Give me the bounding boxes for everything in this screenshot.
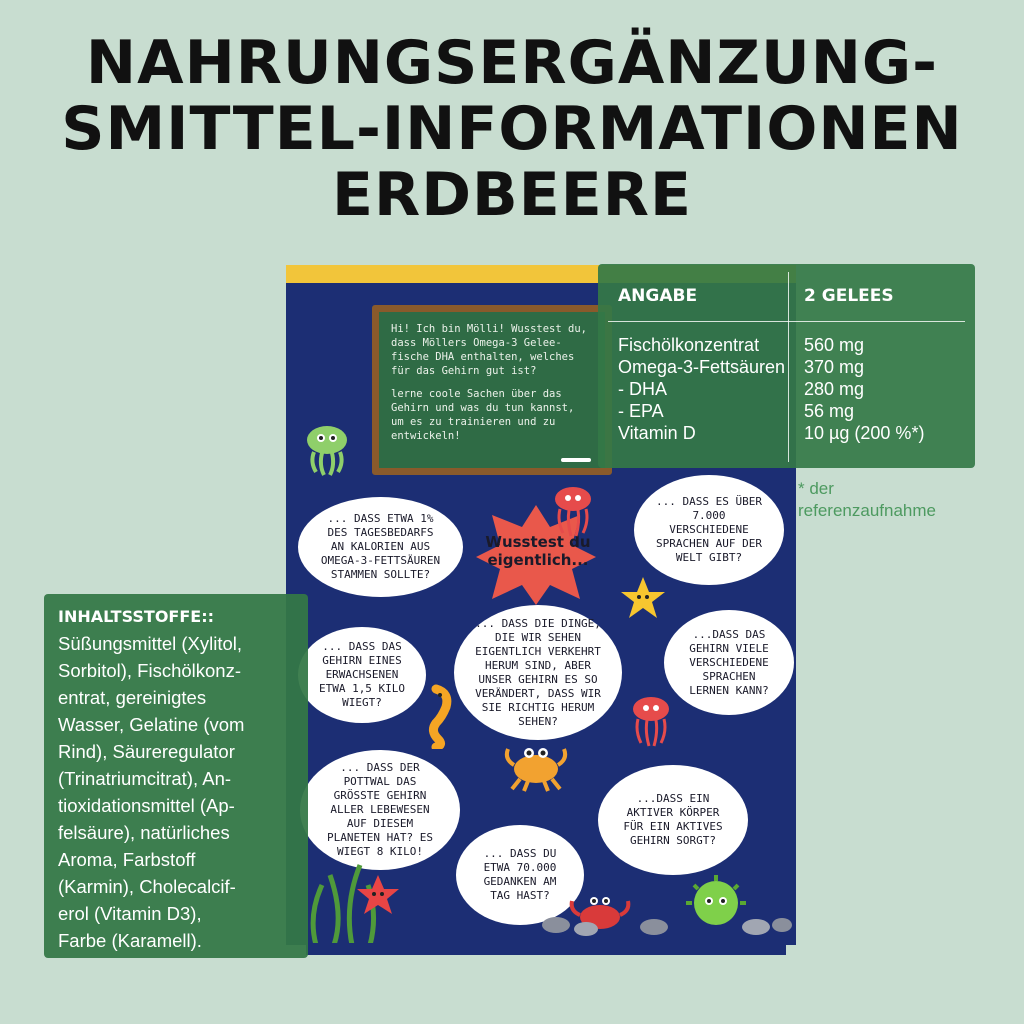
nutrition-value: 280 mg <box>804 379 865 399</box>
nutrition-name: Fischölkonzentrat <box>618 335 760 355</box>
nutrition-row <box>598 356 975 378</box>
starburst-label: Wusstest du eigentlich... <box>485 533 591 569</box>
fact-bubble: ... DASS DU ETWA 70.000 GEDANKEN AM TAG HAST? <box>456 825 584 925</box>
ingredients-line: (Karmin), Cholecalcif- <box>58 876 236 897</box>
ingredients-line: Wasser, Gelatine (vom <box>58 714 245 735</box>
fact-bubble: ...DASS DAS GEHIRN VIELE VERSCHIEDENE SPRACHEN LERNEN KANN? <box>664 610 794 715</box>
box-bottom-flap <box>306 943 786 955</box>
nutrition-row <box>598 334 975 356</box>
chalkboard-paragraph-1: Hi! Ich bin Mölli! Wusstest du, dass Möllers Omega-3 Gelee-fische DHA enthalten, welches für das Gehirn gut ist? <box>391 323 587 377</box>
nutrition-name: - EPA <box>618 401 664 421</box>
crab-orange-icon <box>500 733 572 793</box>
ingredients-panel <box>44 594 308 958</box>
ingredients-title: INHALTSSTOFFE:: <box>58 607 215 626</box>
nutrition-footnote <box>798 478 936 522</box>
jellyfish-red-icon <box>548 483 598 543</box>
jellyfish-green-icon <box>296 420 358 480</box>
jellyfish-red-icon <box>626 693 676 753</box>
nutrition-value: 560 mg <box>804 335 865 355</box>
nutrition-name: - DHA <box>618 379 667 399</box>
chalkboard-paragraph-2: lerne coole Sachen über das Gehirn und was du tun kannst, um es zu trainieren und zu entwickeln! <box>391 388 575 442</box>
fact-bubble: ... DASS ETWA 1% DES TAGESBEDARFS AN KALORIEN AUS OMEGA-3-FETTSÄUREN STAMMEN SOLLTE? <box>298 497 463 597</box>
ingredients-line: Rind), Säureregulator <box>58 741 235 762</box>
nutrition-header-right: 2 GELEES <box>804 286 894 306</box>
nutrition-name: Omega-3-Fettsäuren <box>618 357 786 377</box>
chalkboard <box>372 305 612 475</box>
nutrition-divider-horizontal <box>608 321 965 322</box>
ingredients-line: Sorbitol), Fischölkonz- <box>58 660 242 681</box>
nutrition-row <box>598 378 975 400</box>
nutrition-value: 56 mg <box>804 401 855 421</box>
fact-bubble: ... DASS DER POTTWAL DAS GRÖSSTE GEHIRN ALLER LEBEWESEN AUF DIESEM PLANETEN HAT? ES WIEGT 8 KILO! <box>300 750 460 870</box>
seahorse-icon <box>416 683 456 749</box>
footnote-line-2: referenzaufnahme <box>798 501 936 520</box>
fact-bubble: ... DASS DIE DINGE, DIE WIR SEHEN EIGENTLICH VERKEHRT HERUM SIND, ABER UNSER GEHIRN ES SO VERÄNDERT, DASS WIR SIE RICHTIG HERUM SEHEN? <box>454 605 622 740</box>
ingredients-line: erol (Vitamin D3), <box>58 903 202 924</box>
starfish-yellow-icon <box>620 575 666 621</box>
ingredients-line: Süßungsmittel (Xylitol, <box>58 633 243 654</box>
nutrition-value: 370 mg <box>804 357 865 377</box>
fact-bubble: ... DASS ES ÜBER 7.000 VERSCHIEDENE SPRACHEN AUF DER WELT GIBT? <box>634 475 784 585</box>
nutrition-panel <box>598 264 975 468</box>
nutrition-row <box>598 400 975 422</box>
fact-bubble: ...DASS EIN AKTIVER KÖRPER FÜR EIN AKTIVES GEHIRN SORGT? <box>598 765 748 875</box>
footnote-line-1: * der <box>798 479 834 498</box>
headline-line-2: SMITTEL-INFORMATIONEN <box>61 94 963 164</box>
ingredients-line: Aroma, Farbstoff <box>58 849 196 870</box>
ingredients-line: Farbe (Karamell). <box>58 930 202 951</box>
ingredients-line: tioxidationsmittel (Ap- <box>58 795 235 816</box>
nutrition-header-left: ANGABE <box>618 286 698 306</box>
fact-bubble: ... DASS DAS GEHIRN EINES ERWACHSENEN ETWA 1,5 KILO WIEGT? <box>298 627 426 723</box>
seabed-rocks <box>286 905 796 945</box>
ingredients-text <box>58 630 294 954</box>
nutrition-name: Vitamin D <box>618 423 696 443</box>
ingredients-line: felsäure), natürliches <box>58 822 230 843</box>
headline-line-1: NAHRUNGSERGÄNZUNG- <box>85 28 939 98</box>
nutrition-row <box>598 422 975 444</box>
headline-line-3: ERDBEERE <box>332 160 692 230</box>
page-headline <box>0 30 1024 228</box>
ingredients-line: (Trinatriumcitrat), An- <box>58 768 232 789</box>
nutrition-value: 10 µg (200 %*) <box>804 423 925 443</box>
chalk-stick <box>561 458 591 462</box>
nutrition-rows <box>598 334 975 444</box>
ingredients-line: entrat, gereinigtes <box>58 687 207 708</box>
